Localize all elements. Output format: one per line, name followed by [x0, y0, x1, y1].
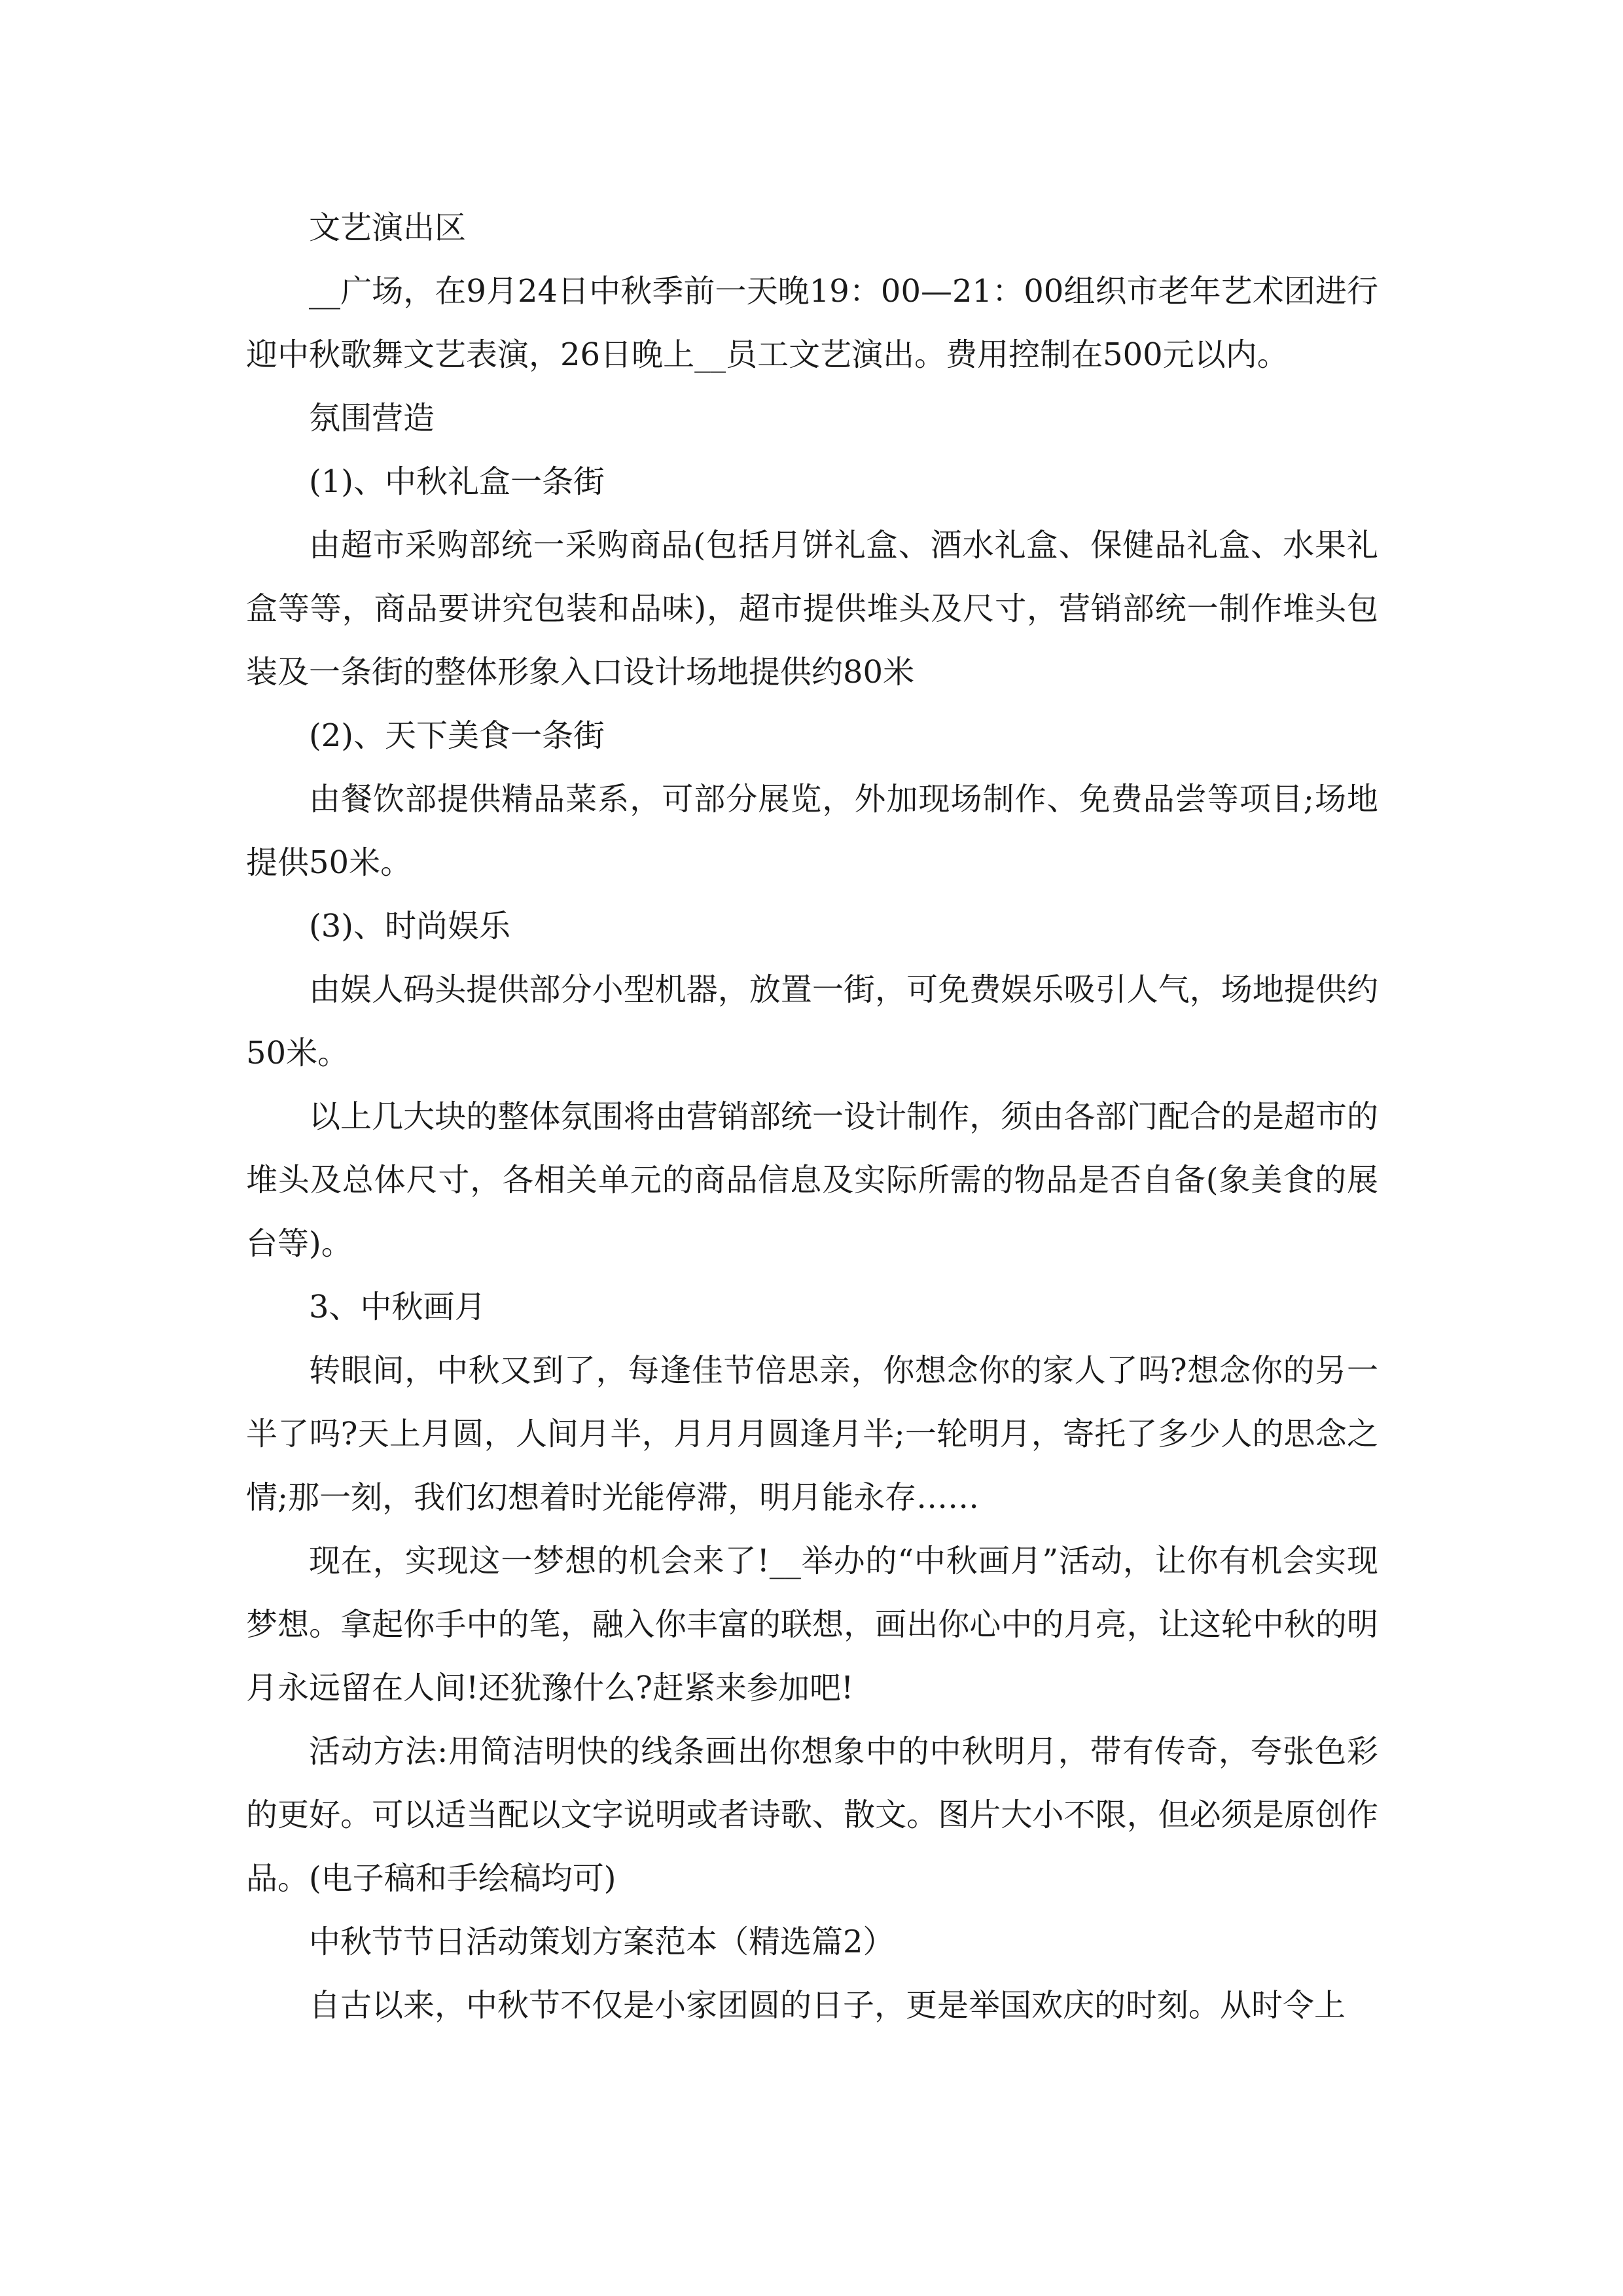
paragraph-gift-box-street: 由超市采购部统一采购商品(包括月饼礼盒、酒水礼盒、保健品礼盒、水果礼盒等等，商品要讲究包装和品味)，超市提供堆头及尺寸，营销部统一制作堆头包装及一条街的整体形象入口设计场地提供约80米 — [246, 527, 1378, 691]
paragraph-overall-atmosphere: 以上几大块的整体氛围将由营销部统一设计制作，须由各部门配合的是超市的堆头及总体尺寸，各相关单元的商品信息及实际所需的物品是否自备(象美食的展台等)。 — [246, 1098, 1378, 1262]
section-heading-drawing-moon: 3、中秋画月 — [309, 1289, 486, 1325]
paragraph-entertainment: 由娱人码头提供部分小型机器，放置一街，可免费娱乐吸引人气，场地提供约50米。 — [246, 971, 1378, 1071]
item-heading-entertainment: (3)、时尚娱乐 — [309, 908, 510, 944]
paragraph-moon-invitation: 现在，实现这一梦想的机会来了!__举办的“中秋画月”活动，让你有机会实现梦想。拿起你手中的笔，融入你丰富的联想，画出你心中的月亮，让这轮中秋的明月永远留在人间!还犹豫什么?赶紧来参加吧! — [246, 1543, 1378, 1706]
paragraph-food-street: 由餐饮部提供精品菜系，可部分展览，外加现场制作、免费品尝等项目;场地提供50米。 — [246, 781, 1378, 881]
paragraph-moon-intro: 转眼间，中秋又到了，每逢佳节倍思亲，你想念你的家人了吗?想念你的另一半了吗?天上月圆，人间月半，月月月圆逢月半;一轮明月，寄托了多少人的思念之情;那一刻，我们幻想着时光能停滞，明月能永存…… — [246, 1352, 1378, 1516]
paragraph-performance-details: __广场，在9月24日中秋季前一天晚19：00—21：00组织市老年艺术团进行迎中秋歌舞文艺表演，26日晚上__员工文艺演出。费用控制在500元以内。 — [246, 273, 1378, 373]
item-heading-food-street: (2)、天下美食一条街 — [309, 717, 605, 754]
section-heading-performance-area: 文艺演出区 — [309, 209, 467, 246]
article-title-part-2: 中秋节节日活动策划方案范本（精选篇2） — [309, 1924, 895, 1960]
paragraph-part-2-intro: 自古以来，中秋节不仅是小家团圆的日子，更是举国欢庆的时刻。从时令上 — [309, 1987, 1346, 2024]
section-heading-atmosphere: 氛围营造 — [309, 400, 435, 437]
paragraph-activity-method: 活动方法:用简洁明快的线条画出你想象中的中秋明月，带有传奇，夸张色彩的更好。可以适当配以文字说明或者诗歌、散文。图片大小不限，但必须是原创作品。(电子稿和手绘稿均可) — [246, 1733, 1378, 1897]
item-heading-gift-box-street: (1)、中秋礼盒一条街 — [309, 463, 605, 500]
document-body — [246, 196, 1378, 2037]
